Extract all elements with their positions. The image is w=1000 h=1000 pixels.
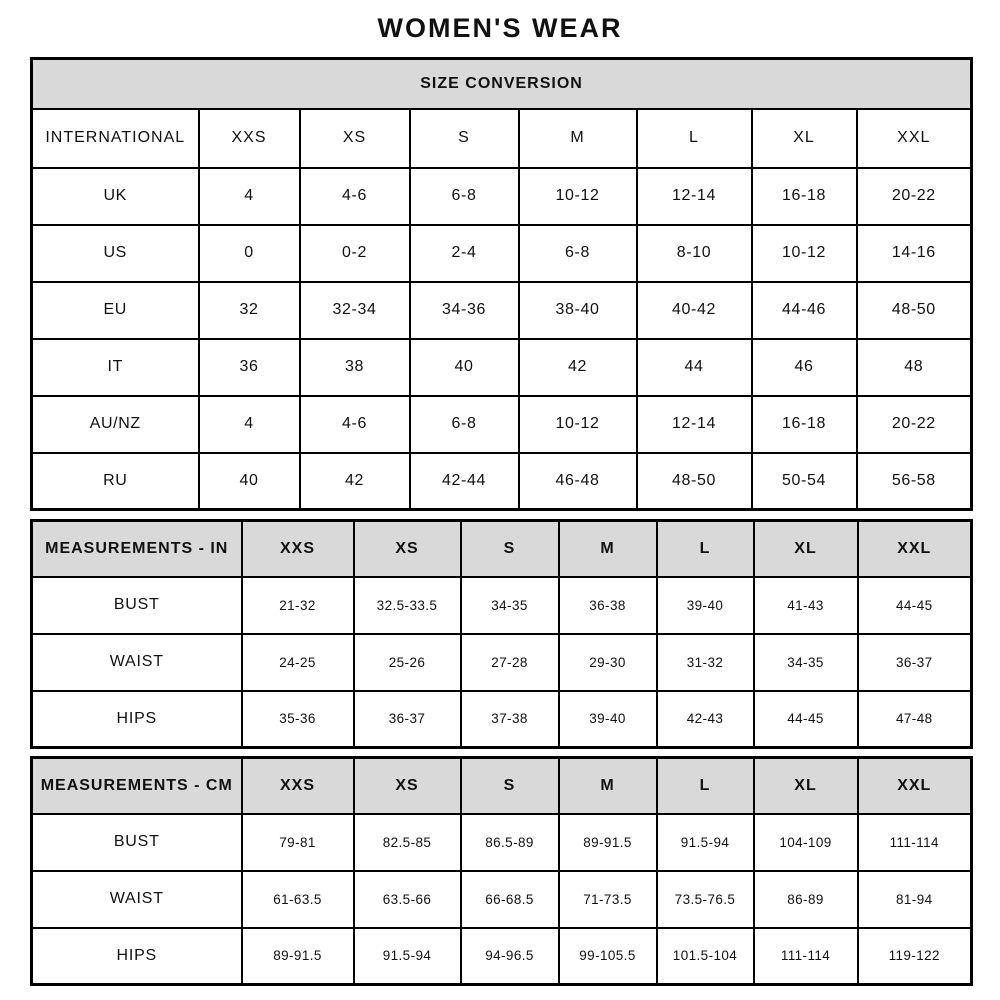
size-conversion-table — [30, 57, 973, 511]
column-header: L — [657, 758, 754, 814]
size-cell: 4 — [199, 396, 300, 453]
measurement-cell: 71-73.5 — [559, 871, 657, 928]
table-row-bust-in — [32, 577, 972, 634]
measurement-cell: 91.5-94 — [657, 814, 754, 871]
size-cell: 50-54 — [752, 453, 857, 510]
size-cell: 42 — [519, 339, 637, 396]
row-label: BUST — [32, 577, 242, 634]
table-row-aunz — [32, 396, 972, 453]
measurement-cell: 31-32 — [657, 634, 754, 691]
table-row-eu — [32, 282, 972, 339]
table-row-waist-cm — [32, 871, 972, 928]
size-cell: 40 — [410, 339, 519, 396]
measurement-cell: 44-45 — [858, 577, 972, 634]
size-cell: 40 — [199, 453, 300, 510]
measurement-cell: 21-32 — [242, 577, 354, 634]
column-header: XL — [754, 758, 858, 814]
row-label: UK — [32, 168, 199, 225]
measurement-cell: 111-114 — [858, 814, 972, 871]
size-cell: 8-10 — [637, 225, 752, 282]
size-cell: 16-18 — [752, 168, 857, 225]
measurement-cell: 32.5-33.5 — [354, 577, 461, 634]
size-cell: 44 — [637, 339, 752, 396]
table-row-it — [32, 339, 972, 396]
measurement-cell: 29-30 — [559, 634, 657, 691]
size-cell: 38 — [300, 339, 410, 396]
measurement-cell: 34-35 — [754, 634, 858, 691]
measurement-cell: 104-109 — [754, 814, 858, 871]
row-label: AU/NZ — [32, 396, 199, 453]
size-cell: 6-8 — [410, 168, 519, 225]
size-cell: 16-18 — [752, 396, 857, 453]
measurement-cell: 42-43 — [657, 691, 754, 748]
measurement-cell: 73.5-76.5 — [657, 871, 754, 928]
measurement-cell: 47-48 — [858, 691, 972, 748]
size-cell: 20-22 — [857, 396, 972, 453]
table-row-us — [32, 225, 972, 282]
column-header: INTERNATIONAL — [32, 109, 199, 168]
measurement-cell: 25-26 — [354, 634, 461, 691]
table-row-uk — [32, 168, 972, 225]
measurement-cell: 89-91.5 — [559, 814, 657, 871]
size-cell: 12-14 — [637, 396, 752, 453]
column-header: XL — [754, 521, 858, 577]
column-header: XXL — [857, 109, 972, 168]
size-cell: 12-14 — [637, 168, 752, 225]
column-header: L — [657, 521, 754, 577]
size-cell: 42-44 — [410, 453, 519, 510]
measurement-cell: 101.5-104 — [657, 928, 754, 985]
size-cell: 4-6 — [300, 396, 410, 453]
column-header: XS — [354, 521, 461, 577]
column-header: S — [461, 521, 559, 577]
row-label: US — [32, 225, 199, 282]
row-label: WAIST — [32, 871, 242, 928]
size-cell: 56-58 — [857, 453, 972, 510]
measurements-in-table — [30, 519, 973, 749]
column-header: XL — [752, 109, 857, 168]
column-header: L — [637, 109, 752, 168]
size-cell: 10-12 — [752, 225, 857, 282]
size-cell: 48-50 — [857, 282, 972, 339]
column-header: XXS — [242, 521, 354, 577]
size-cell: 14-16 — [857, 225, 972, 282]
measurement-cell: 111-114 — [754, 928, 858, 985]
measurements-cm-table — [30, 756, 973, 986]
measurement-cell: 24-25 — [242, 634, 354, 691]
column-header: M — [519, 109, 637, 168]
column-header: M — [559, 521, 657, 577]
size-cell: 4-6 — [300, 168, 410, 225]
size-cell: 32-34 — [300, 282, 410, 339]
size-cell: 0 — [199, 225, 300, 282]
column-header: XXS — [199, 109, 300, 168]
measurement-cell: 27-28 — [461, 634, 559, 691]
size-cell: 6-8 — [410, 396, 519, 453]
size-conversion-column-header-row — [32, 109, 972, 168]
column-header: XS — [300, 109, 410, 168]
table-row-ru — [32, 453, 972, 510]
size-cell: 44-46 — [752, 282, 857, 339]
measurement-cell: 37-38 — [461, 691, 559, 748]
measurement-cell: 66-68.5 — [461, 871, 559, 928]
measurement-cell: 81-94 — [858, 871, 972, 928]
column-header: XXS — [242, 758, 354, 814]
measurement-cell: 89-91.5 — [242, 928, 354, 985]
size-cell: 32 — [199, 282, 300, 339]
measurement-cell: 41-43 — [754, 577, 858, 634]
measurement-cell: 91.5-94 — [354, 928, 461, 985]
size-conversion-header: SIZE CONVERSION — [32, 59, 972, 109]
measurement-cell: 86.5-89 — [461, 814, 559, 871]
size-cell: 46 — [752, 339, 857, 396]
content — [30, 57, 970, 986]
size-cell: 48-50 — [637, 453, 752, 510]
column-header: M — [559, 758, 657, 814]
measurement-cell: 61-63.5 — [242, 871, 354, 928]
measurement-cell: 82.5-85 — [354, 814, 461, 871]
size-cell: 4 — [199, 168, 300, 225]
size-cell: 0-2 — [300, 225, 410, 282]
column-header: XXL — [858, 521, 972, 577]
row-label: BUST — [32, 814, 242, 871]
table-row-hips-cm — [32, 928, 972, 985]
table-row-hips-in — [32, 691, 972, 748]
size-cell: 48 — [857, 339, 972, 396]
size-cell: 38-40 — [519, 282, 637, 339]
measurement-cell: 36-37 — [354, 691, 461, 748]
column-header: S — [461, 758, 559, 814]
measurement-cell: 44-45 — [754, 691, 858, 748]
size-cell: 10-12 — [519, 168, 637, 225]
row-label: WAIST — [32, 634, 242, 691]
row-label: RU — [32, 453, 199, 510]
size-cell: 36 — [199, 339, 300, 396]
measurements-cm-header-row — [32, 758, 972, 814]
measurement-cell: 94-96.5 — [461, 928, 559, 985]
column-header: XS — [354, 758, 461, 814]
size-cell: 20-22 — [857, 168, 972, 225]
page-title: WOMEN'S WEAR — [377, 13, 623, 43]
measurement-cell: 79-81 — [242, 814, 354, 871]
measurement-cell: 39-40 — [559, 691, 657, 748]
measurement-cell: 86-89 — [754, 871, 858, 928]
measurement-cell: 119-122 — [858, 928, 972, 985]
size-cell: 6-8 — [519, 225, 637, 282]
measurement-cell: 35-36 — [242, 691, 354, 748]
table-row-bust-cm — [32, 814, 972, 871]
row-label: EU — [32, 282, 199, 339]
size-cell: 2-4 — [410, 225, 519, 282]
row-label: HIPS — [32, 928, 242, 985]
size-cell: 40-42 — [637, 282, 752, 339]
measurement-cell: 63.5-66 — [354, 871, 461, 928]
row-label: HIPS — [32, 691, 242, 748]
measurements-in-header-row — [32, 521, 972, 577]
column-header: XXL — [858, 758, 972, 814]
measurement-cell: 39-40 — [657, 577, 754, 634]
row-label: IT — [32, 339, 199, 396]
measurement-cell: 99-105.5 — [559, 928, 657, 985]
measurement-cell: 36-37 — [858, 634, 972, 691]
size-cell: 10-12 — [519, 396, 637, 453]
column-header: S — [410, 109, 519, 168]
size-cell: 34-36 — [410, 282, 519, 339]
table-row-waist-in — [32, 634, 972, 691]
measurement-cell: 36-38 — [559, 577, 657, 634]
measurements-in-header: MEASUREMENTS - IN — [32, 521, 242, 577]
measurement-cell: 34-35 — [461, 577, 559, 634]
size-cell: 46-48 — [519, 453, 637, 510]
measurements-cm-header: MEASUREMENTS - CM — [32, 758, 242, 814]
size-cell: 42 — [300, 453, 410, 510]
